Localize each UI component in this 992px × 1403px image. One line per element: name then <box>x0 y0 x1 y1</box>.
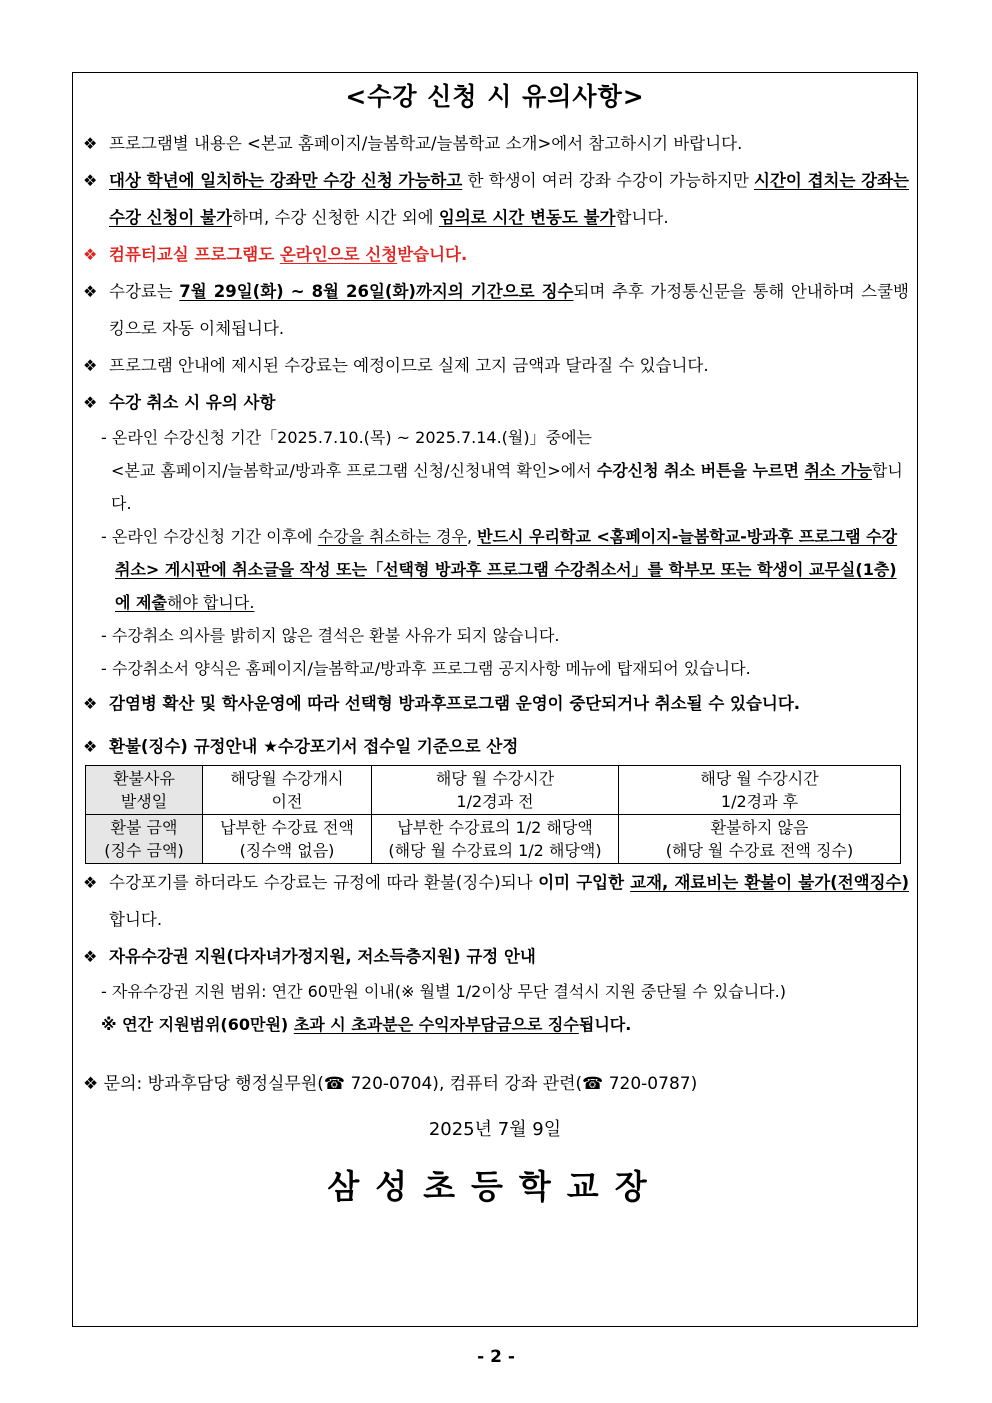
item-text-emphasis: 취소 가능 <box>804 461 872 480</box>
item-text-emphasis: 교재, 재료비는 환불이 불가(전액징수) <box>630 873 909 892</box>
cell-text: 해당 월 수강시간 <box>435 769 555 788</box>
item-text-emphasis: 온라인으로 신청 <box>279 245 398 264</box>
item-text: <본교 홈페이지/늘봄학교/방과후 프로그램 신청/신청내역 확인>에서 <box>111 461 597 480</box>
sub-item <box>97 1008 909 1041</box>
table-cell <box>619 766 901 815</box>
item-text-emphasis: 임의로 시간 변동도 불가 <box>438 208 616 227</box>
bullet-icon: ❖ <box>83 737 98 756</box>
cell-text: 발생일 <box>120 792 168 811</box>
item-text: 프로그램 안내에 제시된 수강료는 예정이므로 실제 고지 금액과 달라질 수 있습니다. <box>109 356 709 375</box>
bullet-icon: ❖ <box>83 1074 99 1094</box>
contact-line <box>83 1069 697 1099</box>
table-cell <box>372 815 619 864</box>
bullet-icon: ❖ <box>83 282 98 301</box>
item-text: 수강포기를 하더라도 수강료는 규정에 따라 환불(징수)되나 <box>109 873 539 892</box>
contact-text: 문의: 방과후담당 행정실무원(☎ 720-0704), 컴퓨터 강좌 관련(☎ 720-0787) <box>103 1074 698 1094</box>
notice-body <box>83 125 909 1041</box>
sub-item: - 수강취소서 양식은 홈페이지/늘봄학교/방과후 프로그램 공지사항 메뉴에 탑재되어 있습니다. <box>101 659 751 678</box>
item-text-emphasis: 이미 구입한 <box>538 873 631 892</box>
item-text-emphasis: 초과 시 초과분은 수익자부담금으로 징수 <box>293 1015 579 1034</box>
cell-text: (해당 월 수강료의 1/2 해당액) <box>388 841 602 860</box>
item-text: 자유수강권 지원(다자녀가정지원, 저소득층지원) 규정 안내 <box>109 947 536 966</box>
notice-item <box>83 125 909 162</box>
cell-text: (징수 금액) <box>104 841 184 860</box>
bullet-icon: ❖ <box>83 873 98 892</box>
bullet-icon: ❖ <box>83 134 98 153</box>
cell-text: 1/2경과 후 <box>720 792 799 811</box>
item-text: ※ 연간 지원범위(60만원) <box>101 1015 294 1034</box>
item-text: 합니다. <box>615 208 669 227</box>
item-text: 해야 합니다. <box>166 593 255 612</box>
item-text: 환불(징수) 규정안내 ★수강포기서 접수일 기준으로 산정 <box>109 737 519 756</box>
bullet-icon: ❖ <box>83 694 98 713</box>
item-text: 되며 추후 가정통신문을 통해 안내하며 스쿨뱅킹으로 자동 이체됩니다. <box>109 282 909 338</box>
item-text: 프로그램별 내용은 <본교 홈페이지/늘봄학교/늘봄학교 소개>에서 참고하시기 바랍니다. <box>109 134 743 153</box>
item-text: 합니다. <box>111 461 903 513</box>
cell-text: (해당 월 수강료 전액 징수) <box>665 841 854 860</box>
cell-text: 납부한 수강료 전액 <box>220 818 354 837</box>
bullet-icon: ❖ <box>83 393 98 412</box>
notice-item <box>83 347 909 384</box>
table-row <box>86 766 901 815</box>
item-text: 한 학생이 여러 강좌 수강이 가능하지만 <box>462 171 755 190</box>
item-text-emphasis: 수강신청 취소 버튼을 누르면 <box>596 461 805 480</box>
notice-item <box>83 273 909 347</box>
notice-item <box>83 864 909 938</box>
item-text: 감염병 확산 및 학사운영에 따라 선택형 방과후프로그램 운영이 중단되거나 취소될 수 있습니다. <box>109 694 801 713</box>
cell-text: 환불 금액 <box>110 818 178 837</box>
bullet-icon: ❖ <box>83 947 98 966</box>
item-text-emphasis: 대상 학년에 일치하는 강좌만 수강 신청 가능하고 <box>109 171 463 190</box>
cell-text: 해당 월 수강시간 <box>700 769 819 788</box>
cell-text: 환불하지 않음 <box>710 818 809 837</box>
table-cell <box>203 766 372 815</box>
sub-item-continued <box>83 454 909 520</box>
issue-date: 2025년 7월 9일 <box>428 1119 562 1140</box>
bullet-icon: ❖ <box>83 171 98 190</box>
cell-text: 해당월 수강개시 <box>230 769 344 788</box>
bullet-icon: ❖ <box>83 356 98 375</box>
sub-item: - 자유수강권 지원 범위: 연간 60만원 이내(※ 월별 1/2이상 무단 결석시 지원 중단될 수 있습니다.) <box>101 982 786 1001</box>
table-cell <box>619 815 901 864</box>
cell-text: (징수액 없음) <box>239 841 335 860</box>
notice-item-heading <box>83 384 909 421</box>
sub-item: - 수강취소 의사를 밝히지 않은 결석은 환불 사유가 되지 않습니다. <box>101 626 560 645</box>
table-cell <box>86 766 203 815</box>
cell-text: 이전 <box>271 792 303 811</box>
cell-text: 납부한 수강료의 1/2 해당액 <box>397 818 593 837</box>
sub-item <box>97 520 909 619</box>
notice-item-heading <box>83 685 909 722</box>
school-principal-signature: 삼성초등학교장 <box>327 1167 663 1206</box>
table-cell <box>372 766 619 815</box>
table-cell <box>203 815 372 864</box>
table-row <box>86 815 901 864</box>
item-text: - 온라인 수강신청 기간 이후에 <box>101 527 318 546</box>
item-text: 수강료는 <box>109 282 180 301</box>
item-text-emphasis: 시간이 겹치는 강좌는 수강 신청이 불가 <box>109 171 909 227</box>
item-text-emphasis: 수강을 취소하는 경우 <box>317 527 467 546</box>
item-text: 컴퓨터교실 프로그램도 <box>109 245 280 264</box>
page-title: <수강 신청 시 유의사항> <box>345 82 645 111</box>
notice-item-heading <box>83 728 909 765</box>
item-text: 수강 취소 시 유의 사항 <box>109 393 276 412</box>
item-text: , <box>466 527 478 546</box>
sub-item: - 온라인 수강신청 기간「2025.7.10.(목) ~ 2025.7.14.(월)」중에는 <box>101 428 592 447</box>
item-text: 하며, 수강 신청한 시간 외에 <box>232 208 439 227</box>
page-number: - 2 - <box>477 1347 515 1367</box>
item-text-emphasis: 7월 29일(화) ~ 8월 26일(화)까지의 기간으로 징수 <box>179 282 574 301</box>
notice-frame <box>72 72 918 1327</box>
table-cell <box>86 815 203 864</box>
notice-item-highlight <box>83 236 909 273</box>
refund-table <box>85 765 901 864</box>
item-text: 합니다. <box>109 910 163 929</box>
cell-text: 1/2경과 전 <box>456 792 534 811</box>
item-text-emphasis: 반드시 우리학교 <홈페이지-늘봄학교-방과후 프로그램 수강 취소> 게시판에 취소글을 작성 또는「선택형 방과후 프로그램 수강취소서」를 학부모 또는 학생이 교무실(1층)에 제출 <box>115 527 898 612</box>
item-text: 받습니다. <box>397 245 468 264</box>
item-text: 됩니다. <box>578 1015 632 1034</box>
notice-item-heading <box>83 938 909 975</box>
cell-text: 환불사유 <box>113 769 175 788</box>
bullet-icon: ❖ <box>83 245 98 264</box>
notice-item <box>83 162 909 236</box>
